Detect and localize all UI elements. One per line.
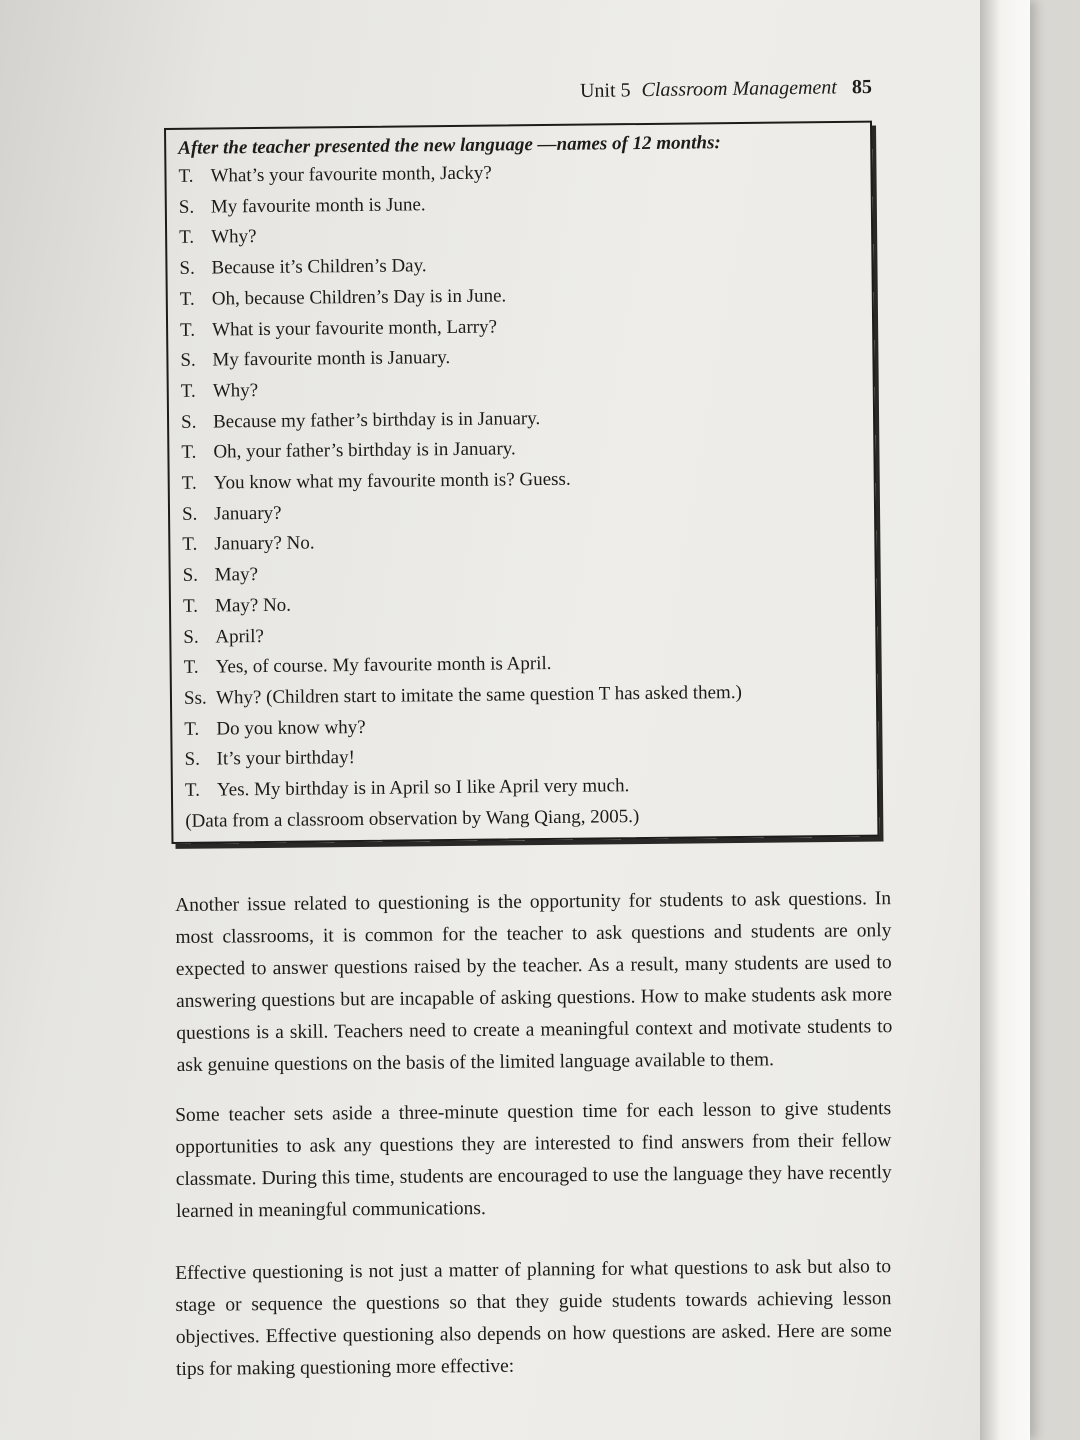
speaker: S.: [178, 196, 195, 218]
utterance: My favourite month is January.: [212, 347, 451, 371]
speaker: T.: [181, 442, 197, 464]
body-paragraph: Some teacher sets aside a three-minute question time for each lesson to give students opportunities to ask any questions they are interested to find answers from their fellow classmate. During this time, students are encouraged to use the language they have recently learned in meaningful communications.: [175, 1097, 892, 1222]
utterance: May? No.: [214, 594, 292, 617]
header-title: Classroom Management: [641, 76, 838, 102]
speaker: S.: [184, 749, 201, 771]
speaker: T.: [181, 472, 197, 494]
dialogue-box: [164, 121, 879, 844]
speaker: S.: [181, 503, 198, 525]
utterance: Oh, because Children’s Day is in June.: [211, 285, 507, 310]
utterance: It’s your birthday!: [216, 747, 355, 770]
speaker: T.: [180, 380, 196, 402]
utterance: Why? (Children start to imitate the same question T has asked them.): [215, 681, 742, 709]
body-paragraph: Another issue related to questioning is the opportunity for students to ask questions. In most classrooms, it is common for the teacher to ask questions and students are only expected to answer questions raised by the teacher. As a result, many students are used to answering questions but are incapable of asking questions. How to make students ask more questions is a skill. Teachers need to create a meaningful context and motivate students to ask genuine questions on the basis of the limited language available to them.: [175, 887, 893, 1076]
running-header: [580, 76, 872, 103]
utterance: What is your favourite month, Larry?: [212, 316, 498, 341]
speaker: T.: [178, 165, 194, 187]
utterance: My favourite month is June.: [210, 193, 426, 218]
utterance: Why?: [211, 226, 257, 248]
dialogue-heading: After the teacher presented the new language —names of 12 months:: [178, 132, 721, 159]
utterance: Do you know why?: [216, 716, 366, 740]
utterance: Yes, of course. My favourite month is April.: [215, 653, 552, 678]
utterance: January? No.: [214, 532, 315, 555]
page-edge: [980, 0, 1030, 1440]
speaker: S.: [180, 349, 196, 372]
utterance: April?: [215, 625, 264, 648]
utterance: Why?: [212, 379, 259, 402]
speaker: S.: [179, 257, 195, 279]
speaker: T.: [183, 656, 199, 679]
speaker: Ss.: [183, 687, 207, 709]
speaker: S.: [180, 411, 197, 433]
utterance: Because it’s Children’s Day.: [211, 255, 427, 279]
speaker: T.: [184, 779, 200, 801]
speaker: T.: [184, 718, 200, 740]
speaker: T.: [179, 227, 195, 249]
utterance: Yes. My birthday is in April so I like April very much.: [216, 775, 630, 801]
speaker: T.: [182, 534, 198, 556]
utterance: You know what my favourite month is? Guess.: [213, 468, 571, 494]
body-paragraph: Effective questioning is not just a matter of planning for what questions to ask but also to stage or sequence the questions so that they guide students towards achieving lesson objectives. Effective questioning also depends on how questions are asked. Here are some tips for making questioning more effective:: [175, 1255, 892, 1380]
speaker: T.: [180, 319, 196, 341]
dialogue-citation: (Data from a classroom observation by Wang Qiang, 2005.): [185, 805, 640, 832]
speaker: T.: [179, 288, 195, 310]
speaker: T.: [182, 595, 199, 617]
page-number: 85: [851, 75, 873, 99]
utterance: January?: [213, 502, 282, 525]
utterance: Because my father’s birthday is in January.: [212, 407, 541, 433]
speaker: S.: [182, 564, 199, 586]
utterance: May?: [214, 564, 259, 586]
utterance: Oh, your father’s birthday is in January.: [213, 438, 516, 463]
utterance: What’s your favourite month, Jacky?: [210, 162, 492, 187]
speaker: S.: [183, 626, 199, 648]
header-unit: Unit 5: [579, 79, 631, 103]
